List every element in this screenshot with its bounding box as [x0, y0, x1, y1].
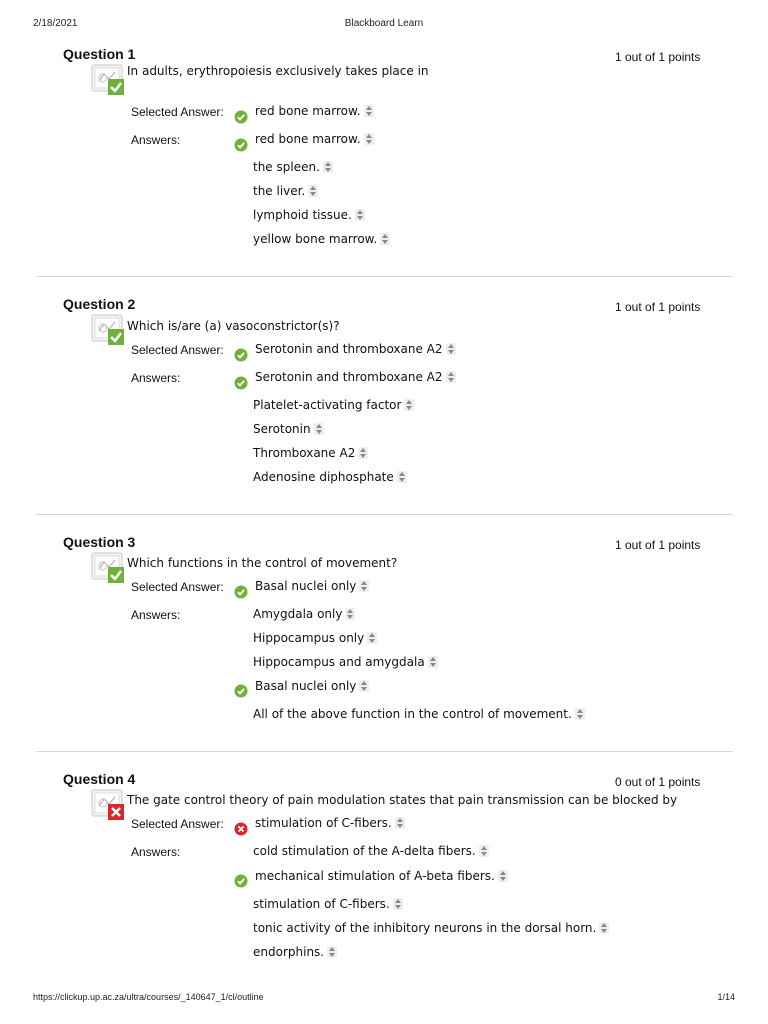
sort-icon	[364, 133, 374, 145]
answer-option: Adenosine diphosphate	[253, 470, 407, 484]
answers-label: Answers:	[131, 845, 181, 859]
answer-option: Thromboxane A2	[253, 446, 368, 460]
sort-icon	[327, 946, 337, 958]
correct-status-icon	[91, 64, 125, 96]
answer-option: the liver.	[253, 184, 318, 198]
selected-answer: red bone marrow.	[255, 104, 374, 118]
answers-label: Answers:	[131, 608, 181, 622]
check-circle-icon	[234, 348, 248, 362]
check-circle-icon	[234, 684, 248, 698]
sort-icon	[323, 161, 333, 173]
check-circle-icon	[234, 376, 248, 390]
sort-icon	[367, 632, 377, 644]
sort-icon	[358, 447, 368, 459]
check-circle-icon	[234, 110, 248, 124]
selected-answer: stimulation of C-fibers.	[255, 816, 405, 830]
divider	[36, 514, 733, 515]
sort-icon	[314, 423, 324, 435]
answer-option: tonic activity of the inhibitory neurons in the dorsal horn.	[253, 921, 609, 935]
question-points: 1 out of 1 points	[615, 50, 701, 64]
question-title: Question 3	[63, 534, 136, 550]
check-circle-icon	[234, 138, 248, 152]
sort-icon	[393, 898, 403, 910]
divider	[36, 276, 733, 277]
answer-option: stimulation of C-fibers.	[253, 897, 403, 911]
answer-option: Hippocampus and amygdala	[253, 655, 438, 669]
sort-icon	[404, 399, 414, 411]
answer-option: endorphins.	[253, 945, 337, 959]
selected-answer-label: Selected Answer:	[131, 580, 224, 594]
x-circle-icon	[234, 822, 248, 836]
answer-option: All of the above function in the control of movement.	[253, 707, 585, 721]
sort-icon	[359, 680, 369, 692]
sort-icon	[446, 371, 456, 383]
question-points: 1 out of 1 points	[615, 538, 701, 552]
question-points: 0 out of 1 points	[615, 775, 701, 789]
answer-option: the spleen.	[253, 160, 333, 174]
selected-answer-label: Selected Answer:	[131, 817, 224, 831]
question-title: Question 4	[63, 771, 136, 787]
sort-icon	[355, 209, 365, 221]
correct-status-icon	[91, 314, 125, 346]
answer-option: Hippocampus only	[253, 631, 377, 645]
page-title: Blackboard Learn	[344, 18, 424, 29]
answer-option: Platelet-activating factor	[253, 398, 414, 412]
question-text: In adults, erythropoiesis exclusively takes place in	[127, 64, 429, 78]
sort-icon	[397, 471, 407, 483]
sort-icon	[599, 922, 609, 934]
sort-icon	[345, 608, 355, 620]
page-number: 1/14	[717, 992, 735, 1002]
answer-option: yellow bone marrow.	[253, 232, 390, 246]
selected-answer-label: Selected Answer:	[131, 343, 224, 357]
question-text: Which functions in the control of movement?	[127, 556, 398, 570]
sort-icon	[498, 870, 508, 882]
answers-label: Answers:	[131, 133, 181, 147]
selected-answer-label: Selected Answer:	[131, 105, 224, 119]
print-date: 2/18/2021	[33, 18, 78, 29]
sort-icon	[428, 656, 438, 668]
sort-icon	[479, 845, 489, 857]
selected-answer: Serotonin and thromboxane A2	[255, 342, 456, 356]
question-points: 1 out of 1 points	[615, 300, 701, 314]
answer-option: Amygdala only	[253, 607, 355, 621]
page-url: https://clickup.up.ac.za/ultra/courses/_140647_1/cl/outline	[33, 992, 264, 1002]
answers-label: Answers:	[131, 371, 181, 385]
answer-option: Serotonin and thromboxane A2	[255, 370, 456, 384]
sort-icon	[364, 105, 374, 117]
incorrect-status-icon	[91, 789, 125, 821]
answer-option: Basal nuclei only	[255, 679, 369, 693]
divider	[36, 751, 733, 752]
question-text: The gate control theory of pain modulation states that pain transmission can be blocked by	[127, 793, 678, 807]
question-title: Question 2	[63, 296, 136, 312]
answer-option: mechanical stimulation of A-beta fibers.	[255, 869, 508, 883]
sort-icon	[575, 708, 585, 720]
answer-option: Serotonin	[253, 422, 324, 436]
question-text: Which is/are (a) vasoconstrictor(s)?	[127, 319, 340, 333]
selected-answer: Basal nuclei only	[255, 579, 369, 593]
answer-option: lymphoid tissue.	[253, 208, 365, 222]
question-title: Question 1	[63, 46, 136, 62]
sort-icon	[308, 185, 318, 197]
sort-icon	[380, 233, 390, 245]
sort-icon	[395, 817, 405, 829]
check-circle-icon	[234, 585, 248, 599]
correct-status-icon	[91, 552, 125, 584]
check-circle-icon	[234, 874, 248, 888]
sort-icon	[446, 343, 456, 355]
sort-icon	[359, 580, 369, 592]
answer-option: cold stimulation of the A-delta fibers.	[253, 844, 489, 858]
answer-option: red bone marrow.	[255, 132, 374, 146]
